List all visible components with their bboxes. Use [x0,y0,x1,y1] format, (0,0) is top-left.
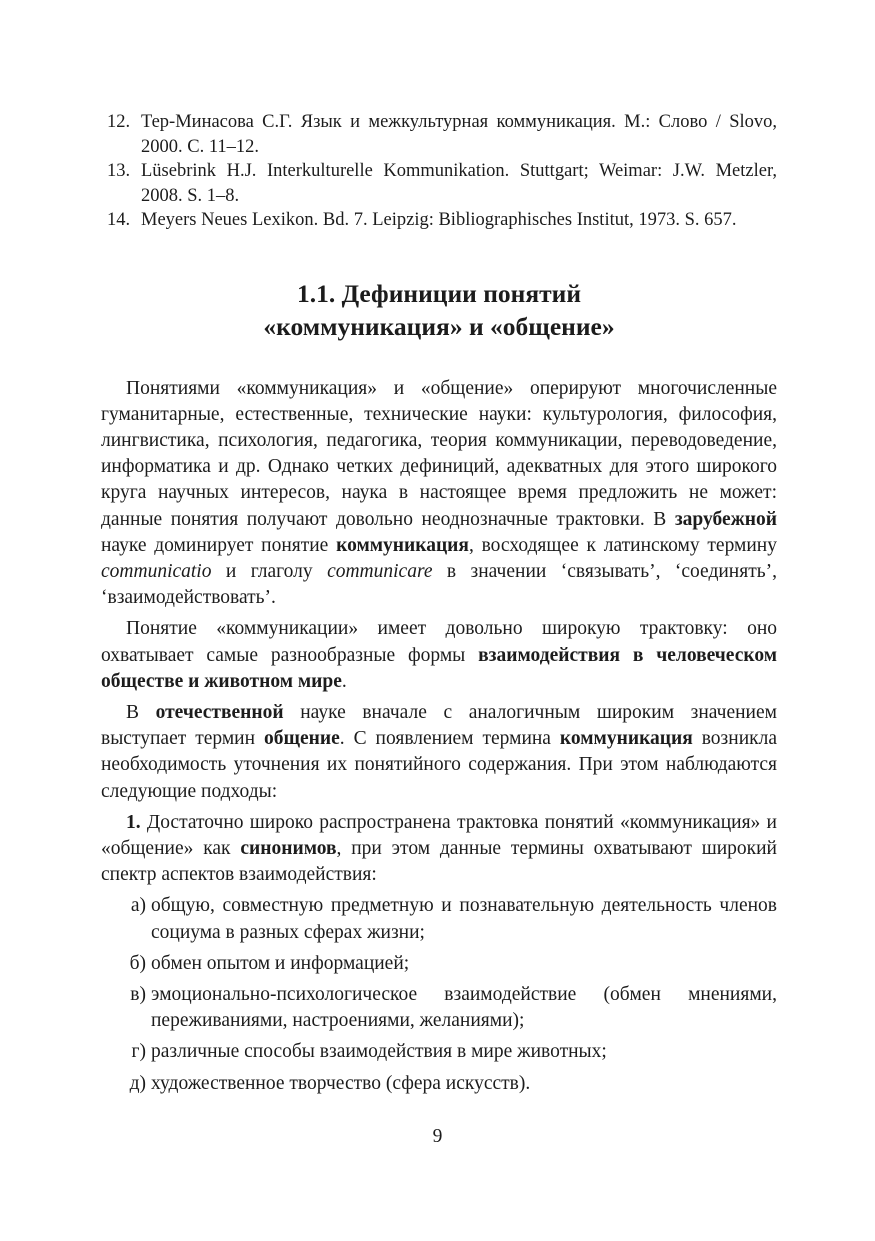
reference-item [101,110,777,159]
reference-number: 14. [107,210,131,230]
reference-number: 13. [107,161,131,181]
list-item [101,1039,777,1065]
list-item [101,951,777,977]
list-marker: б) [129,952,146,974]
text-run: Понятие «коммуникации» имеет довольно широкую трактовку: оно охватывает самые разнообразные формы [101,618,777,666]
reference-number: 12. [107,112,131,132]
reference-item [101,159,777,208]
bold-term: зарубежной [674,508,777,530]
list-text: обмен опытом и информацией; [151,952,410,974]
reference-text: Meyers Neues Lexikon. Bd. 7. Leipzig: Bibliographisches Institut, 1973. S. 657. [141,210,737,230]
reference-item [101,208,777,233]
aspect-list [101,893,777,1096]
page-content [101,110,777,1102]
bold-term: коммуникация [336,534,469,556]
list-marker: а) [130,895,146,917]
text-run: науке доминирует понятие [101,534,337,556]
bold-term: общение [264,728,340,750]
text-run: , при этом данные термины охватывают широкий спектр аспектов взаимодействия: [101,837,777,886]
paragraph-1 [101,376,777,612]
list-marker: г) [131,1041,146,1063]
section-heading [101,277,777,343]
bold-term: взаимодействия в человеческом обществе и животном мире [101,644,777,692]
italic-term: communicatio [101,560,212,582]
section-heading-line1: 1.1. Дефиниции понятий [296,278,582,308]
text-run: науке вначале с аналогичным широким значением выступает термин [101,701,777,750]
body-text [101,376,777,1097]
paragraph-2 [101,616,777,695]
list-text: различные способы взаимодействия в мире животных; [151,1041,607,1063]
list-text: эмоционально-психологическое взаимодействие (обмен мнениями, переживаниями, настроениями, желаниями); [151,983,777,1032]
text-run: . С появлением термина [339,728,560,750]
bold-term: 1. [126,811,141,833]
bold-term: синонимов [240,837,337,859]
list-marker: д) [129,1072,146,1094]
list-item [101,893,777,945]
text-run: возникла необходимость уточнения их понятийного содержания. При этом наблюдаются следующие подходы: [101,728,777,802]
text-run: . [341,670,347,692]
reference-text: Тер-Минасова С.Г. Язык и межкультурная коммуникация. М.: Слово / Slovo, 2000. С. 11–12. [141,112,777,157]
text-run: Понятиями «коммуникация» и «общение» оперируют многочисленные гуманитарные, естественные, технические науки: культурология, философия, лингвистика, психология, педагогика, теория коммуникации, переводоведение, информатика и др. Однако четких дефиниций, адекватных для этого широкого круга научных интересов, наука в настоящее время предложить не может: данные понятия получают довольно неоднозначные трактовки. В [101,377,777,530]
italic-term: communicare [327,560,433,582]
section-heading-line2: «коммуникация» и «общение» [263,311,615,341]
list-item [101,982,777,1034]
paragraph-3 [101,700,777,805]
paragraph-4 [101,810,777,889]
text-run: в значении ‘связывать’, ‘соединять’, ‘взаимодействовать’. [101,560,777,609]
text-run: и глаголу [211,560,328,582]
reference-text: Lüsebrink H.J. Interkulturelle Kommunikation. Stuttgart; Weimar: J.W. Metzler, 2008. S. 1–8. [141,161,777,206]
list-text: художественное творчество (сфера искусств). [151,1072,531,1094]
list-marker: в) [130,983,146,1005]
bold-term: коммуникация [559,728,693,750]
bold-term: отечественной [155,701,284,723]
text-run: В [126,701,156,723]
text-run: Достаточно широко распространена трактовка понятий «коммуникация» и «общение» как [101,811,777,859]
list-text: общую, совместную предметную и познавательную деятельность членов социума в разных сферах жизни; [151,895,777,943]
reference-list [101,110,777,233]
list-item [101,1071,777,1097]
page-number: 9 [432,1126,443,1147]
text-run: , восходящее к латинскому термину [468,534,777,556]
